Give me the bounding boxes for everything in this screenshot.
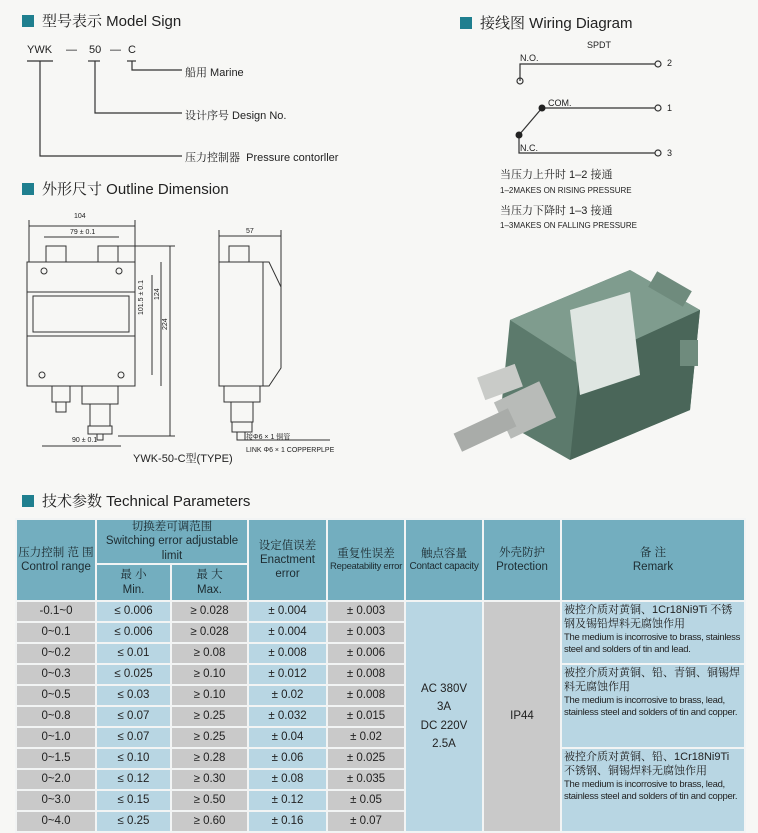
link-label-en: LINK Φ6 × 1 COPPERPLPE (246, 447, 335, 454)
cell-min: ≤ 0.03 (96, 685, 171, 706)
cell-repeatability: ± 0.05 (327, 790, 405, 811)
cell-max: ≥ 0.10 (171, 664, 248, 685)
cell-enactment: ± 0.12 (248, 790, 327, 811)
cell-max: ≥ 0.28 (171, 748, 248, 769)
label-design-no: 设计序号 Design No. (185, 110, 287, 122)
outline-drawing (0, 200, 380, 460)
heading-text: 外形尺寸 Outline Dimension (42, 181, 229, 198)
spdt-label: SPDT (587, 40, 612, 50)
remark-en: The medium is incorrosive to brass, lead, stainless steel and solders of tin and copper. (564, 694, 738, 718)
dim-224: 224 (162, 318, 169, 330)
cell-contact-capacity (405, 601, 483, 832)
dim-57: 57 (246, 228, 254, 235)
cell-enactment: ± 0.032 (248, 706, 327, 727)
dim-101-5: 101.5 ± 0.1 (138, 280, 145, 315)
header-cn: 重复性误差 (337, 547, 395, 560)
cell-min: ≤ 0.10 (96, 748, 171, 769)
cell-min: ≤ 0.25 (96, 811, 171, 832)
cell-repeatability: ± 0.003 (327, 622, 405, 643)
label-marine: 船用 Marine (185, 67, 244, 79)
cell-max: ≥ 0.028 (171, 601, 248, 622)
remark-en: The medium is incorrosive to brass, lead, stainless steel and solders of tin and copper. (564, 778, 738, 802)
cell-enactment: ± 0.02 (248, 685, 327, 706)
type-label: YWK-50-C型(TYPE) (133, 453, 233, 465)
header-protection (483, 519, 561, 601)
cell-enactment: ± 0.012 (248, 664, 327, 685)
header-en: Switching error adjustable limit (105, 535, 239, 562)
cell-repeatability: ± 0.02 (327, 727, 405, 748)
terminal-1: 1 (667, 103, 673, 113)
cell-max: ≥ 0.30 (171, 769, 248, 790)
header-remark (561, 519, 745, 601)
heading-text: 技术参数 Technical Parameters (42, 493, 251, 510)
header-en: Control range (21, 561, 91, 574)
heading-text: 型号表示 Model Sign (42, 13, 182, 30)
cell-min: ≤ 0.006 (96, 622, 171, 643)
header-en: Contact capacity (409, 561, 479, 572)
code-dash: — (66, 44, 77, 56)
cell-enactment: ± 0.008 (248, 643, 327, 664)
cell-repeatability: ± 0.006 (327, 643, 405, 664)
section-marker-icon (22, 15, 34, 27)
cell-repeatability: ± 0.015 (327, 706, 405, 727)
cell-enactment: ± 0.004 (248, 622, 327, 643)
table-row (16, 601, 745, 622)
dim-90: 90 ± 0.1 (72, 437, 98, 444)
header-en: Min. (122, 583, 145, 596)
outline-heading (22, 178, 229, 199)
header-cn: 备 注 (639, 546, 667, 559)
cell-min: ≤ 0.15 (96, 790, 171, 811)
header-cn: 触点容量 (421, 547, 468, 560)
header-contact-capacity (405, 519, 483, 601)
falling-cn: 当压力下降时 1–3 接通 (500, 205, 613, 217)
cell-enactment: ± 0.06 (248, 748, 327, 769)
product-photo (440, 270, 720, 470)
section-marker-icon (22, 495, 34, 507)
cell-range: 0~3.0 (16, 790, 96, 811)
contact-line: 3A (436, 701, 452, 714)
label-pressure-controller: 压力控制器 Pressure contorller (185, 152, 339, 164)
remark-cn: 被控介质对黄铜、1Cr18Ni9Ti 不锈钢及锡铅焊料无腐蚀作用 (564, 604, 733, 630)
header-en: Max. (197, 583, 222, 596)
cell-max: ≥ 0.60 (171, 811, 248, 832)
wiring-heading (460, 12, 633, 33)
contact-line: DC 220V (420, 719, 468, 732)
cell-min: ≤ 0.07 (96, 727, 171, 748)
cell-range: 0~1.0 (16, 727, 96, 748)
cell-min: ≤ 0.07 (96, 706, 171, 727)
terminal-2: 2 (667, 58, 673, 68)
cell-protection: IP44 (483, 601, 561, 832)
cell-max: ≥ 0.08 (171, 643, 248, 664)
cell-min: ≤ 0.01 (96, 643, 171, 664)
cell-remark (561, 601, 745, 664)
cell-range: 0~0.8 (16, 706, 96, 727)
cell-range: 0~0.3 (16, 664, 96, 685)
cell-repeatability: ± 0.008 (327, 664, 405, 685)
remark-en: The medium is incorrosive to brass, stainless steel and solders of tin and lead. (564, 631, 741, 655)
cell-repeatability: ± 0.035 (327, 769, 405, 790)
header-cn: 最 大 (196, 569, 223, 582)
header-en: Remark (632, 561, 674, 574)
cell-range: 0~2.0 (16, 769, 96, 790)
table-row (16, 748, 745, 769)
header-en: Enactment error (260, 553, 315, 581)
rising-cn: 当压力上升时 1–2 接通 (500, 169, 613, 181)
falling-en: 1–3MAKES ON FALLING PRESSURE (500, 221, 637, 230)
cell-enactment: ± 0.04 (248, 727, 327, 748)
cell-max: ≥ 0.028 (171, 622, 248, 643)
cell-repeatability: ± 0.003 (327, 601, 405, 622)
section-marker-icon (22, 183, 34, 195)
code-c: C (128, 44, 136, 56)
table-row (16, 664, 745, 685)
dim-104: 104 (74, 213, 86, 220)
cell-range: -0.1~0 (16, 601, 96, 622)
cell-range: 0~4.0 (16, 811, 96, 832)
code-dash: — (110, 44, 121, 56)
cell-repeatability: ± 0.07 (327, 811, 405, 832)
header-control-range (16, 519, 96, 601)
header-max (171, 564, 248, 601)
cell-remark (561, 664, 745, 748)
contact-line: AC 380V (421, 682, 468, 695)
cell-max: ≥ 0.50 (171, 790, 248, 811)
cell-repeatability: ± 0.025 (327, 748, 405, 769)
header-cn: 设定值误差 (258, 539, 317, 552)
remark-cn: 被控介质对黄铜、铅、青铜、铜锡焊料无腐蚀作用 (564, 667, 741, 693)
section-marker-icon (460, 17, 472, 29)
cell-range: 0~1.5 (16, 748, 96, 769)
remark-cn: 被控介质对黄铜、铅、1Cr18Ni9Ti 不锈钢、铜锡焊料无腐蚀作用 (564, 751, 730, 777)
header-min (96, 564, 171, 601)
header-cn: 外壳防护 (499, 546, 546, 559)
cell-enactment: ± 0.004 (248, 601, 327, 622)
cell-range: 0~0.2 (16, 643, 96, 664)
header-switching-error (96, 519, 248, 564)
model-sign-heading (22, 10, 181, 31)
cell-max: ≥ 0.25 (171, 727, 248, 748)
dim-124: 124 (154, 288, 161, 300)
header-cn: 压力控制 范 围 (18, 546, 94, 559)
header-repeatability-error (327, 519, 405, 601)
rising-en: 1–2MAKES ON RISING PRESSURE (500, 186, 632, 195)
com-label: COM. (548, 98, 572, 108)
cell-max: ≥ 0.25 (171, 706, 248, 727)
header-cn: 最 小 (120, 569, 147, 582)
nc-label: N.C. (520, 143, 538, 153)
heading-text: 接线图 Wiring Diagram (480, 15, 633, 32)
contact-line: 2.5A (432, 738, 456, 750)
terminal-3: 3 (667, 148, 673, 158)
cell-repeatability: ± 0.008 (327, 685, 405, 706)
cell-range: 0~0.5 (16, 685, 96, 706)
header-en: Protection (496, 561, 548, 574)
link-label-cn: 接Φ6 × 1 铜管 (246, 434, 291, 441)
cell-max: ≥ 0.10 (171, 685, 248, 706)
cell-enactment: ± 0.08 (248, 769, 327, 790)
no-label: N.O. (520, 53, 539, 63)
cell-range: 0~0.1 (16, 622, 96, 643)
header-enactment-error (248, 519, 327, 601)
cell-remark (561, 748, 745, 832)
cell-min: ≤ 0.006 (96, 601, 171, 622)
tech-params-table (15, 518, 746, 833)
cell-enactment: ± 0.16 (248, 811, 327, 832)
code-ywk: YWK (27, 44, 53, 56)
cell-min: ≤ 0.025 (96, 664, 171, 685)
tech-heading (22, 490, 250, 511)
header-cn: 切换差可调范围 (131, 521, 213, 533)
cell-min: ≤ 0.12 (96, 769, 171, 790)
code-50: 50 (89, 44, 102, 56)
dim-79: 79 ± 0.1 (70, 229, 96, 236)
header-en: Repeatability error (330, 561, 402, 573)
